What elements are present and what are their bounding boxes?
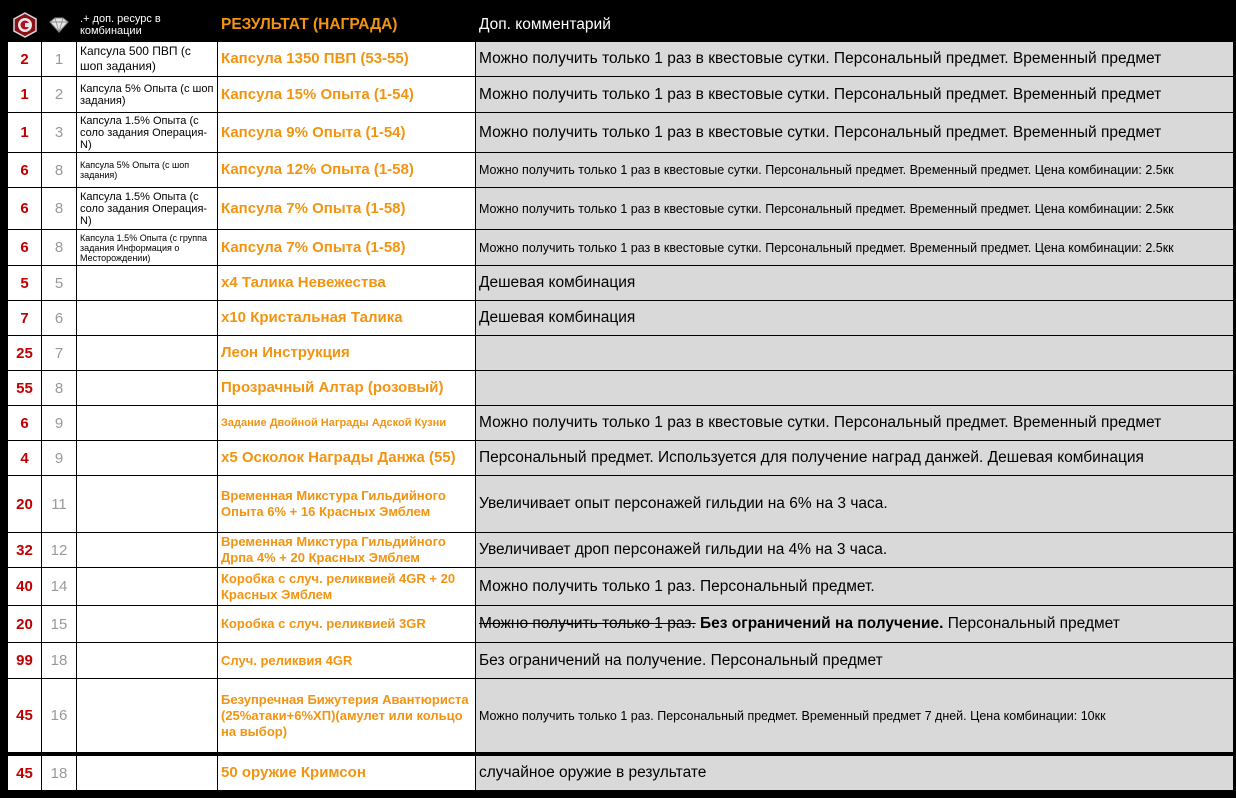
count-cell: 45	[8, 756, 42, 791]
result-cell: Прозрачный Алтар (розовый)	[218, 371, 476, 406]
count-cell: 1	[8, 113, 42, 153]
crimson-emblem-icon	[8, 8, 42, 42]
bold-comment: Без ограничений на получение.	[700, 615, 944, 632]
comment-cell: Можно получить только 1 раз в квестовые сутки. Персональный предмет. Временный предмет	[476, 42, 1234, 77]
number-cell: 18	[42, 643, 77, 679]
resource-cell: Капсула 1.5% Опыта (с соло задания Операция-N)	[77, 113, 218, 153]
comment-cell: Дешевая комбинация	[476, 301, 1234, 336]
comment-rest: Персональный предмет	[947, 615, 1120, 632]
number-cell: 8	[42, 153, 77, 188]
number-cell: 18	[42, 756, 77, 791]
count-cell: 5	[8, 266, 42, 301]
resource-cell	[77, 371, 218, 406]
table-row	[8, 476, 1234, 533]
result-cell: Коробка с случ. реликвией 3GR	[218, 606, 476, 643]
resource-cell	[77, 266, 218, 301]
table-row	[8, 371, 1234, 406]
count-cell: 6	[8, 188, 42, 230]
count-cell: 6	[8, 406, 42, 441]
result-cell: 50 оружие Кримсон	[218, 756, 476, 791]
table-row	[8, 266, 1234, 301]
header-row	[8, 8, 1234, 42]
count-cell: 32	[8, 533, 42, 568]
comment-cell: Можно получить только 1 раз в квестовые сутки. Персональный предмет. Временный предмет. Цена комбинации: 2.5кк	[476, 188, 1234, 230]
resource-cell	[77, 336, 218, 371]
resource-cell	[77, 533, 218, 568]
table-row	[8, 606, 1234, 643]
result-cell: Временная Микстура Гильдийного Дрпа 4% + 20 Красных Эмблем	[218, 533, 476, 568]
number-cell: 16	[42, 679, 77, 753]
count-cell: 4	[8, 441, 42, 476]
number-cell: 8	[42, 371, 77, 406]
number-cell: 5	[42, 266, 77, 301]
header-result: РЕЗУЛЬТАТ (НАГРАДА)	[218, 8, 476, 42]
comment-cell: Можно получить только 1 раз. Персональный предмет.	[476, 568, 1234, 606]
number-cell: 1	[42, 42, 77, 77]
comment-cell: Персональный предмет. Используется для получение наград данжей. Дешевая комбинация	[476, 441, 1234, 476]
result-cell: Задание Двойной Награды Адской Кузни	[218, 406, 476, 441]
number-cell: 9	[42, 406, 77, 441]
count-cell: 25	[8, 336, 42, 371]
comment-cell: случайное оружие в результате	[476, 756, 1234, 791]
table-row	[8, 568, 1234, 606]
table-row	[8, 153, 1234, 188]
number-cell: 2	[42, 77, 77, 113]
table-row	[8, 301, 1234, 336]
comment-cell: Дешевая комбинация	[476, 266, 1234, 301]
resource-cell	[77, 406, 218, 441]
comment-cell	[476, 606, 1234, 643]
count-cell: 6	[8, 230, 42, 266]
resource-cell: Капсула 1.5% Опыта (с группа задания Информация о Месторождении)	[77, 230, 218, 266]
number-cell: 7	[42, 336, 77, 371]
count-cell: 99	[8, 643, 42, 679]
result-cell: Капсула 15% Опыта (1-54)	[218, 77, 476, 113]
count-cell: 7	[8, 301, 42, 336]
resource-cell	[77, 476, 218, 533]
result-cell: Капсула 7% Опыта (1-58)	[218, 230, 476, 266]
count-cell: 45	[8, 679, 42, 753]
strikethrough-comment: Можно получить только 1 раз.	[479, 615, 696, 632]
resource-cell: Капсула 5% Опыта (с шоп задания)	[77, 153, 218, 188]
comment-cell: Увеличивает опыт персонажей гильдии на 6% на 3 часа.	[476, 476, 1234, 533]
count-cell: 20	[8, 606, 42, 643]
count-cell: 1	[8, 77, 42, 113]
number-cell: 3	[42, 113, 77, 153]
table-row	[8, 643, 1234, 679]
comment-cell: Можно получить только 1 раз. Персональный предмет. Временный предмет 7 дней. Цена комбинации: 10кк	[476, 679, 1234, 753]
result-cell: Безупречная Бижутерия Авантюриста (25%атаки+6%ХП)(амулет или кольцо на выбор)	[218, 679, 476, 753]
table-row	[8, 230, 1234, 266]
result-cell: x5 Осколок Награды Данжа (55)	[218, 441, 476, 476]
comment-cell: Можно получить только 1 раз в квестовые сутки. Персональный предмет. Временный предмет	[476, 77, 1234, 113]
count-cell: 40	[8, 568, 42, 606]
result-cell: Коробка с случ. реликвией 4GR + 20 Красных Эмблем	[218, 568, 476, 606]
resource-cell	[77, 643, 218, 679]
count-cell: 55	[8, 371, 42, 406]
number-cell: 12	[42, 533, 77, 568]
number-cell: 8	[42, 230, 77, 266]
resource-cell: Капсула 5% Опыта (с шоп задания)	[77, 77, 218, 113]
table-row	[8, 188, 1234, 230]
comment-cell: Увеличивает дроп персонажей гильдии на 4% на 3 часа.	[476, 533, 1234, 568]
result-cell: Леон Инструкция	[218, 336, 476, 371]
comment-cell	[476, 336, 1234, 371]
result-cell: Временная Микстура Гильдийного Опыта 6% + 16 Красных Эмблем	[218, 476, 476, 533]
count-cell: 2	[8, 42, 42, 77]
resource-cell	[77, 679, 218, 753]
table-row	[8, 113, 1234, 153]
comment-cell: Можно получить только 1 раз в квестовые сутки. Персональный предмет. Временный предмет	[476, 406, 1234, 441]
comment-cell: Можно получить только 1 раз в квестовые сутки. Персональный предмет. Временный предмет. Цена комбинации: 2.5кк	[476, 230, 1234, 266]
comment-cell: Без ограничений на получение. Персональный предмет	[476, 643, 1234, 679]
resource-cell	[77, 606, 218, 643]
table-row	[8, 336, 1234, 371]
table-row	[8, 42, 1234, 77]
result-cell: Капсула 9% Опыта (1-54)	[218, 113, 476, 153]
resource-cell	[77, 301, 218, 336]
result-cell: Случ. реликвия 4GR	[218, 643, 476, 679]
result-cell: x4 Талика Невежества	[218, 266, 476, 301]
table-row	[8, 441, 1234, 476]
table-row	[8, 406, 1234, 441]
number-cell: 11	[42, 476, 77, 533]
table-row	[8, 533, 1234, 568]
comment-cell: Можно получить только 1 раз в квестовые сутки. Персональный предмет. Временный предмет. Цена комбинации: 2.5кк	[476, 153, 1234, 188]
comment-cell: Можно получить только 1 раз в квестовые сутки. Персональный предмет. Временный предмет	[476, 113, 1234, 153]
combination-table	[7, 7, 1234, 791]
result-cell: Капсула 7% Опыта (1-58)	[218, 188, 476, 230]
table-row	[8, 77, 1234, 113]
table-row	[8, 679, 1234, 753]
number-cell: 8	[42, 188, 77, 230]
count-cell: 20	[8, 476, 42, 533]
number-cell: 6	[42, 301, 77, 336]
resource-cell	[77, 756, 218, 791]
result-cell: Капсула 12% Опыта (1-58)	[218, 153, 476, 188]
resource-cell	[77, 441, 218, 476]
number-cell: 15	[42, 606, 77, 643]
number-cell: 14	[42, 568, 77, 606]
result-cell: Капсула 1350 ПВП (53-55)	[218, 42, 476, 77]
comment-cell	[476, 371, 1234, 406]
crystal-icon	[42, 8, 77, 42]
resource-cell	[77, 568, 218, 606]
resource-cell: Капсула 1.5% Опыта (с соло задания Операция-N)	[77, 188, 218, 230]
result-cell: x10 Кристальная Талика	[218, 301, 476, 336]
resource-cell: Капсула 500 ПВП (с шоп задания)	[77, 42, 218, 77]
header-comment: Доп. комментарий	[476, 8, 1234, 42]
number-cell: 9	[42, 441, 77, 476]
header-resource: .+ доп. ресурс в комбинации	[77, 8, 218, 42]
table-row	[8, 756, 1234, 791]
count-cell: 6	[8, 153, 42, 188]
